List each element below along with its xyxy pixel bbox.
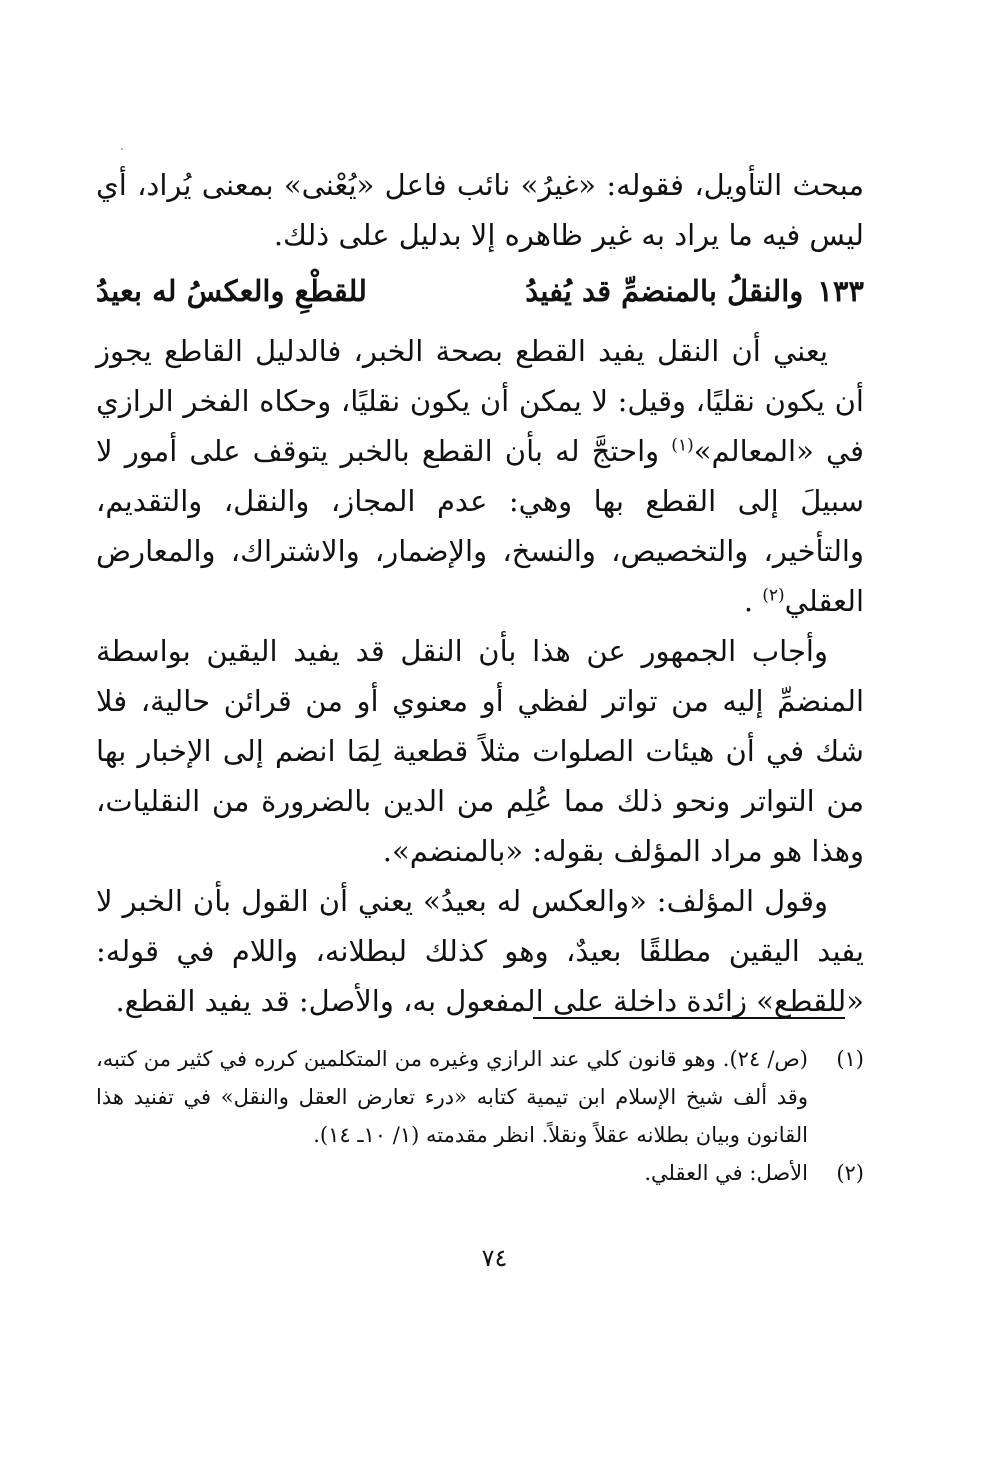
page-body	[96, 160, 864, 1026]
paragraph-two: وأجاب الجمهور عن هذا بأن النقل قد يفيد اليقين بواسطة المنضمِّ إليه من تواتر لفظي أو معنوي أو من قرائن حالية، فلا شك في أن هيئات الصلوات مثلاً قطعية لِمَا انضم إلى الإخبار بها من التواتر ونحو ذلك مما عُلِم من الدين بالضرورة من النقليات، وهذا هو مراد المؤلف بقوله: «بالمنضم».	[96, 634, 864, 868]
footnote-text: الأصل: في العقلي.	[644, 1161, 808, 1185]
footnote-1	[96, 1040, 864, 1154]
verse-first-half	[525, 266, 864, 316]
paragraph-one	[96, 326, 864, 626]
footnote-2	[96, 1154, 864, 1192]
footnotes	[96, 1040, 864, 1192]
paragraph-one-continued: واحتجَّ له بأن القطع بالخبر يتوقف على أمور لا سبيلَ إلى القطع بها وهي: عدم المجاز، والنقل، والتقديم، والتأخير، والتخصيص، والنسخ، والإضمار، والاشتراك، والمعارض العقلي	[96, 434, 864, 618]
footnote-number: (٢)	[836, 1161, 864, 1185]
intro-paragraph: مبحث التأويل، فقوله: «غيرُ» نائب فاعل «يُعْنى» بمعنى يُراد، أي ليس فيه ما يراد به غير ظاهره إلا بدليل على ذلك.	[96, 168, 864, 252]
footnote-text: (ص/ ٢٤). وهو قانون كلي عند الرازي وغيره من المتكلمين كرره في كثير من كتبه، وقد ألف شيخ الإسلام ابن تيمية كتابه «درء تعارض العقل والنقل» في تفنيد هذا القانون وبيان بطلانه عقلاً ونقلاً. انظر مقدمته (١/ ١٠ـ ١٤).	[96, 1047, 808, 1147]
paragraph-one-text: يعني أن النقل يفيد القطع بصحة الخبر، فالدليل القاطع يجوز أن يكون نقليًا، وقيل: لا يمكن أن يكون نقليًا، وحكاه الفخر الرازي في «المعالم»	[96, 334, 865, 468]
verse-part-two: للقطْعِ والعكسُ له بعيدُ	[96, 274, 367, 308]
footnote-ref-1: (١)	[671, 435, 694, 456]
page-number: ٧٤	[481, 1244, 508, 1272]
paragraph-one-end: .	[743, 584, 763, 618]
scan-speck	[121, 148, 123, 150]
footnote-divider	[533, 1017, 845, 1019]
footnote-ref-2: (٢)	[762, 585, 785, 606]
verse-part-one: والنقلُ بالمنضمِّ قد يُفيدُ	[525, 274, 804, 308]
paragraph-three: وقول المؤلف: «والعكس له بعيدُ» يعني أن القول بأن الخبر لا يفيد اليقين مطلقًا بعيدٌ، وهو كذلك لبطلانه، واللام في قوله: «للقطع» زائدة داخلة على المفعول به، والأصل: قد يفيد القطع.	[96, 884, 864, 1018]
verse-number: ١٣٣	[817, 274, 864, 308]
verse-line	[96, 266, 864, 316]
footnote-number: (١)	[836, 1047, 864, 1071]
